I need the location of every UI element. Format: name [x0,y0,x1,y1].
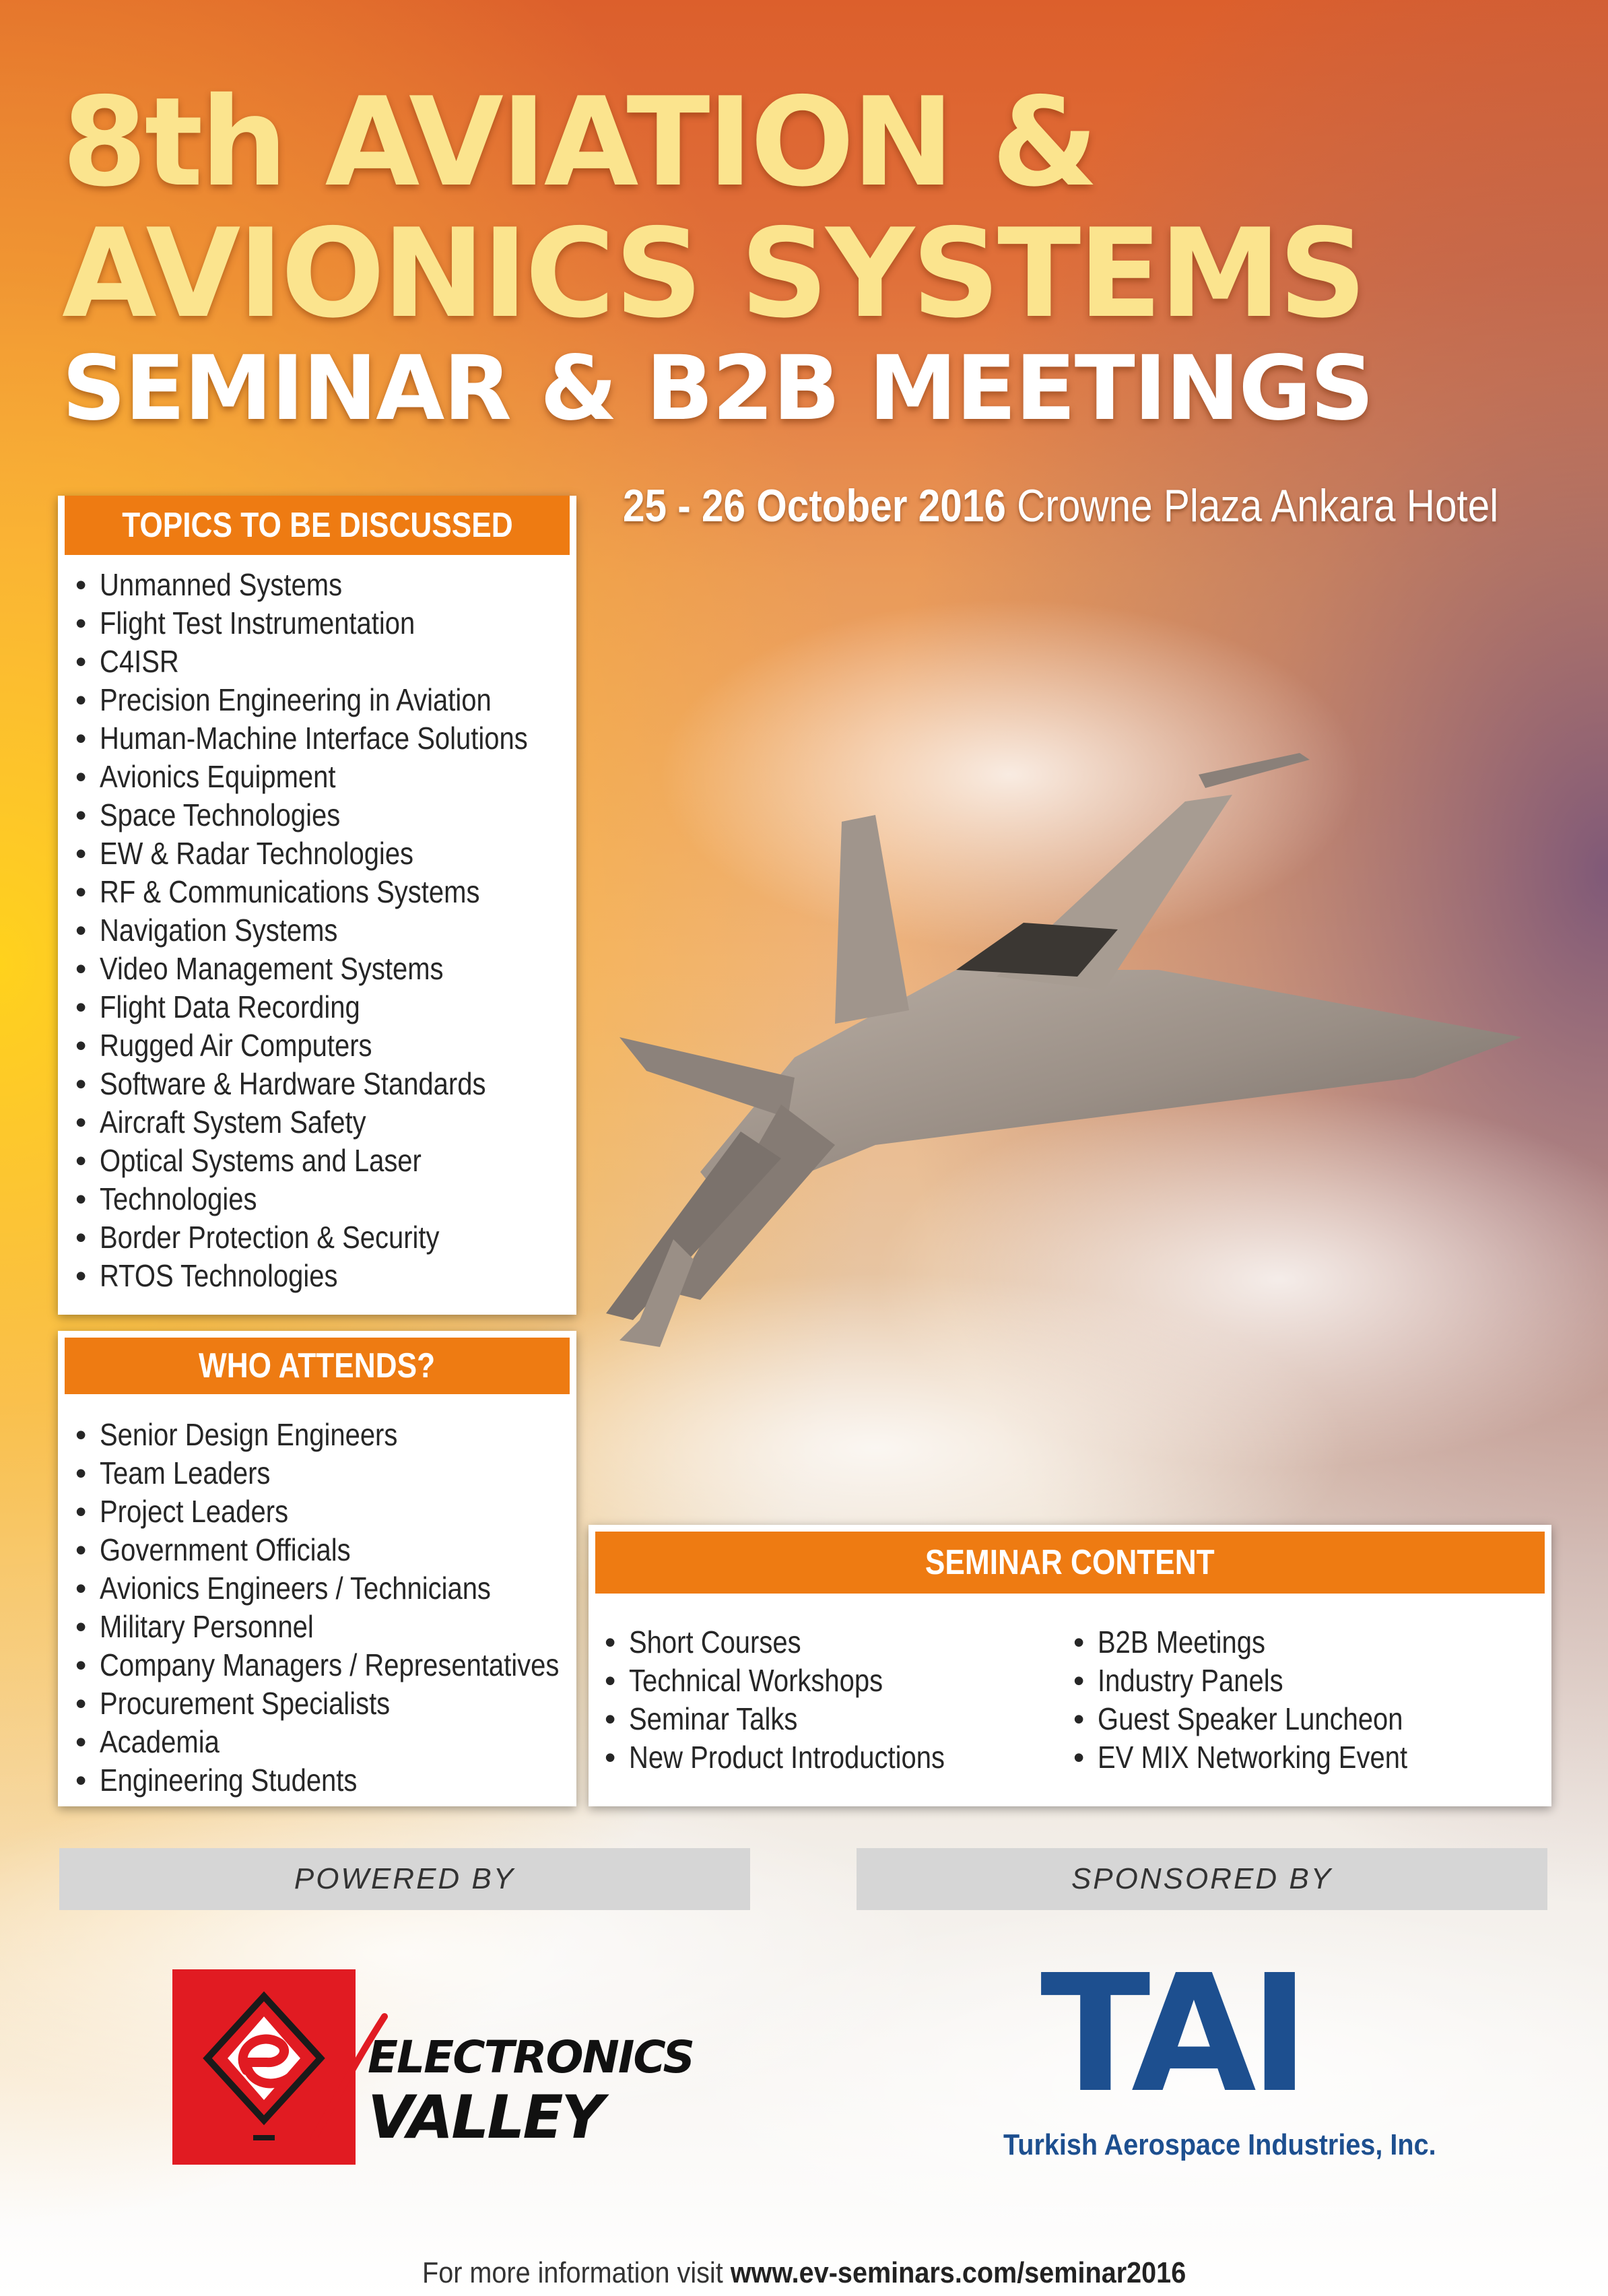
list-item: • Rugged Air Computers [73,1026,597,1065]
ev-logo-line-1: ELECTRONICS [368,2031,694,2083]
list-item: • Guest Speaker Luncheon [1071,1700,1458,1738]
list-item: • Industry Panels [1071,1662,1458,1700]
title-line-3: SEMINAR & B2B MEETINGS [62,337,1373,440]
list-item: • Human-Machine Interface Solutions [73,719,597,758]
list-item: • Border Protection & Security [73,1218,597,1257]
list-item: • Team Leaders [73,1454,634,1493]
seminar-content-list-right [1071,1623,1458,1777]
list-item: • C4ISR [73,643,597,681]
list-item-continuation: • Technologies [73,1180,597,1218]
list-item: • EW & Radar Technologies [73,834,597,873]
topics-list [73,566,597,1295]
list-item: • RF & Communications Systems [73,873,597,911]
list-item: • Technical Workshops [602,1662,996,1700]
event-date: 25 - 26 October 2016 [623,480,1006,531]
footer-info [0,2256,1608,2290]
title-line-2: AVIONICS SYSTEMS [62,202,1364,345]
list-item: • Avionics Equipment [73,758,597,796]
list-item: • Navigation Systems [73,911,597,950]
list-item: • Precision Engineering in Aviation [73,681,597,719]
title-line-1: 8th AVIATION & [62,71,1096,214]
list-item: • Procurement Specialists [73,1684,634,1723]
seminar-content-heading [595,1532,1545,1594]
list-item: • Senior Design Engineers [73,1416,634,1454]
attendees-heading-text: WHO ATTENDS? [199,1346,436,1385]
list-item: • Flight Data Recording [73,988,597,1026]
list-item: • EV MIX Networking Event [1071,1738,1458,1777]
list-item: • Seminar Talks [602,1700,996,1738]
event-dateline [623,480,1498,532]
ev-logo-line-2: VALLEY [368,2082,603,2152]
list-item: • Military Personnel [73,1608,634,1646]
list-item: • Space Technologies [73,796,597,834]
seminar-content-heading-text: SEMINAR CONTENT [925,1543,1215,1582]
tai-full-name: Turkish Aerospace Industries, Inc. [1003,2128,1436,2161]
list-item: • Engineering Students [73,1761,634,1800]
sponsored-by-bar: SPONSORED BY [857,1848,1547,1910]
list-item: • Aircraft System Safety [73,1103,597,1142]
list-item: • Unmanned Systems [73,566,597,604]
attendees-box [58,1331,576,1806]
list-item: • Academia [73,1723,634,1761]
list-item: • Software & Hardware Standards [73,1065,597,1103]
electronics-valley-logo [172,1969,725,2165]
list-item: • Video Management Systems [73,950,597,988]
topics-box [58,496,576,1315]
list-item: • Government Officials [73,1531,634,1569]
list-item: • Company Managers / Representatives [73,1646,634,1684]
list-item: • Flight Test Instrumentation [73,604,597,643]
topics-heading [65,496,570,555]
list-item: • Optical Systems and Laser [73,1142,597,1180]
list-item: • New Product Introductions [602,1738,996,1777]
footer-url-link[interactable]: www.ev-seminars.com/seminar2016 [730,2256,1186,2289]
list-item: • Project Leaders [73,1493,634,1531]
list-item: • B2B Meetings [1071,1623,1458,1662]
attendees-list [73,1416,634,1800]
event-venue: Crowne Plaza Ankara Hotel [1017,480,1499,531]
tai-logo-mark: TAI [1040,1940,1304,2128]
list-item: • RTOS Technologies [73,1257,597,1295]
list-item: • Short Courses [602,1623,996,1662]
powered-by-bar: POWERED BY [59,1848,750,1910]
seminar-content-list-left [602,1623,996,1777]
list-item: • Avionics Engineers / Technicians [73,1569,634,1608]
seminar-content-box [589,1525,1551,1806]
tai-logo [1003,1940,1436,2169]
topics-heading-text: TOPICS TO BE DISCUSSED [121,506,513,545]
attendees-heading [65,1338,570,1394]
footer-text: For more information visit [422,2256,723,2289]
